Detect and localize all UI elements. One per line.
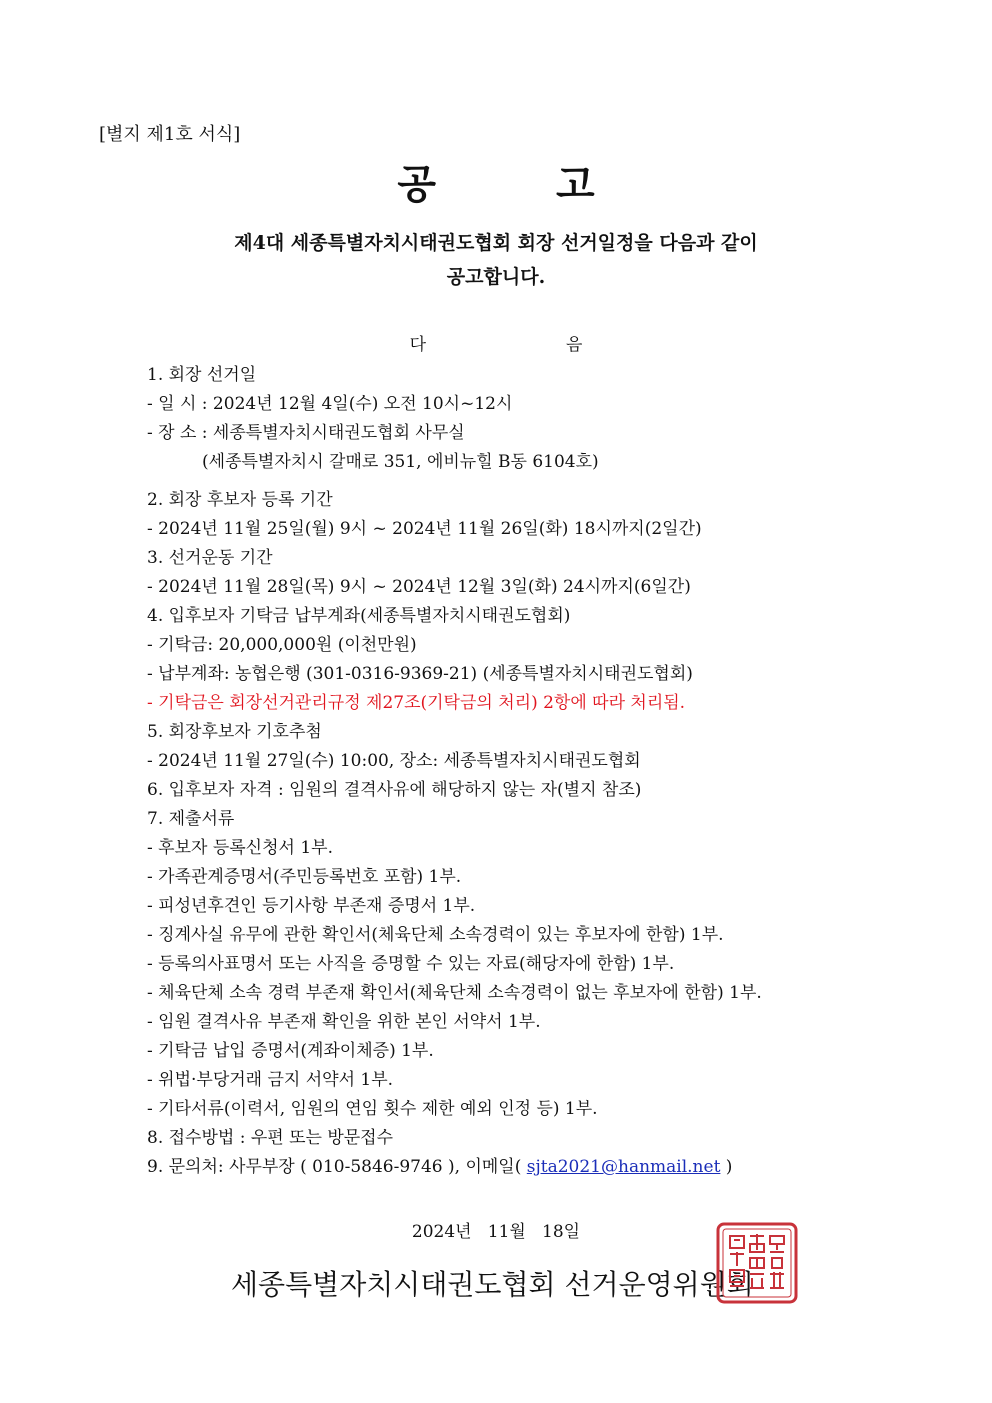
section-5-title: 5. 회장후보자 기호추첨 <box>147 722 322 742</box>
section-7-title: 7. 제출서류 <box>147 809 235 829</box>
section-4-title: 4. 입후보자 기탁금 납부계좌(세종특별자치시태권도협회) <box>147 606 571 626</box>
title-char-2: 고 <box>556 161 595 208</box>
contact-prefix: 9. 문의처: 사무부장 ( 010-5846-9746 ), 이메일( <box>147 1157 527 1177</box>
list-item: - 2024년 11월 25일(월) 9시 ~ 2024년 11월 26일(화) 18시까지(2일간) <box>147 519 702 539</box>
section-2-title: 2. 회장 후보자 등록 기간 <box>147 490 333 510</box>
list-item: - 장 소 : 세종특별자치시태권도협회 사무실 <box>147 423 465 443</box>
heading-char-1: 다 <box>409 335 426 355</box>
list-item: - 체육단체 소속 경력 부존재 확인서(체육단체 소속경력이 없는 후보자에 한함) 1부. <box>147 983 762 1003</box>
email-link[interactable]: sjta2021@hanmail.net <box>526 1157 721 1177</box>
notice-red-line: - 기탁금은 회장선거관리규정 제27조(기탁금의 처리) 2항에 따라 처리됨. <box>147 693 686 713</box>
section-8-title: 8. 접수방법 : 우편 또는 방문접수 <box>147 1128 394 1148</box>
list-item: - 가족관계증명서(주민등록번호 포함) 1부. <box>147 867 462 887</box>
list-item: - 징계사실 유무에 관한 확인서(체육단체 소속경력이 있는 후보자에 한함) 1부. <box>147 925 724 945</box>
list-item: - 기타서류(이력서, 임원의 연임 횟수 제한 예외 인정 등) 1부. <box>147 1099 598 1119</box>
list-item: - 임원 결격사유 부존재 확인을 위한 본인 서약서 1부. <box>147 1012 541 1032</box>
intro-line-1: 제4대 세종특별자치시태권도협회 회장 선거일정을 다음과 같이 <box>234 232 758 254</box>
issue-date: 2024년 11월 18일 <box>411 1222 581 1242</box>
list-item: - 2024년 11월 27일(수) 10:00, 장소: 세종특별자치시태권도협회 <box>147 751 641 771</box>
list-item: - 일 시 : 2024년 12월 4일(수) 오전 10시~12시 <box>147 394 513 414</box>
intro-line-2: 공고합니다. <box>446 266 546 288</box>
organization-name: 세종특별자치시태권도협회 선거운영위원회 <box>231 1268 754 1301</box>
list-item: - 위법·부당거래 금지 서약서 1부. <box>147 1070 394 1090</box>
section-9-contact <box>147 1152 732 1177</box>
list-item: (세종특별자치시 갈매로 351, 에비뉴힐 B동 6104호) <box>148 452 599 472</box>
official-seal-icon <box>716 1222 798 1304</box>
list-item: - 기탁금: 20,000,000원 (이천만원) <box>147 635 417 655</box>
page-title <box>0 153 992 210</box>
heading-char-2: 음 <box>566 335 583 355</box>
section-heading <box>0 330 992 355</box>
title-char-1: 공 <box>397 161 436 208</box>
seal-glyphs <box>730 1234 784 1288</box>
list-item: - 후보자 등록신청서 1부. <box>147 838 333 858</box>
list-item: - 기탁금 납입 증명서(계좌이체증) 1부. <box>147 1041 434 1061</box>
section-3-title: 3. 선거운동 기간 <box>147 548 273 568</box>
list-item: - 납부계좌: 농협은행 (301-0316-9369-21) (세종특별자치시태권도협회) <box>147 664 693 684</box>
contact-suffix: ) <box>720 1157 733 1177</box>
list-item: - 등록의사표명서 또는 사직을 증명할 수 있는 자료(해당자에 한함) 1부. <box>147 954 675 974</box>
list-item: - 2024년 11월 28일(목) 9시 ~ 2024년 12월 3일(화) 24시까지(6일간) <box>147 577 691 597</box>
list-item: - 피성년후견인 등기사항 부존재 증명서 1부. <box>147 896 476 916</box>
form-label: [별지 제1호 서식] <box>99 124 241 145</box>
section-6-title: 6. 입후보자 자격 : 임원의 결격사유에 해당하지 않는 자(별지 참조) <box>147 780 642 800</box>
section-1-title: 1. 회장 선거일 <box>147 365 257 385</box>
